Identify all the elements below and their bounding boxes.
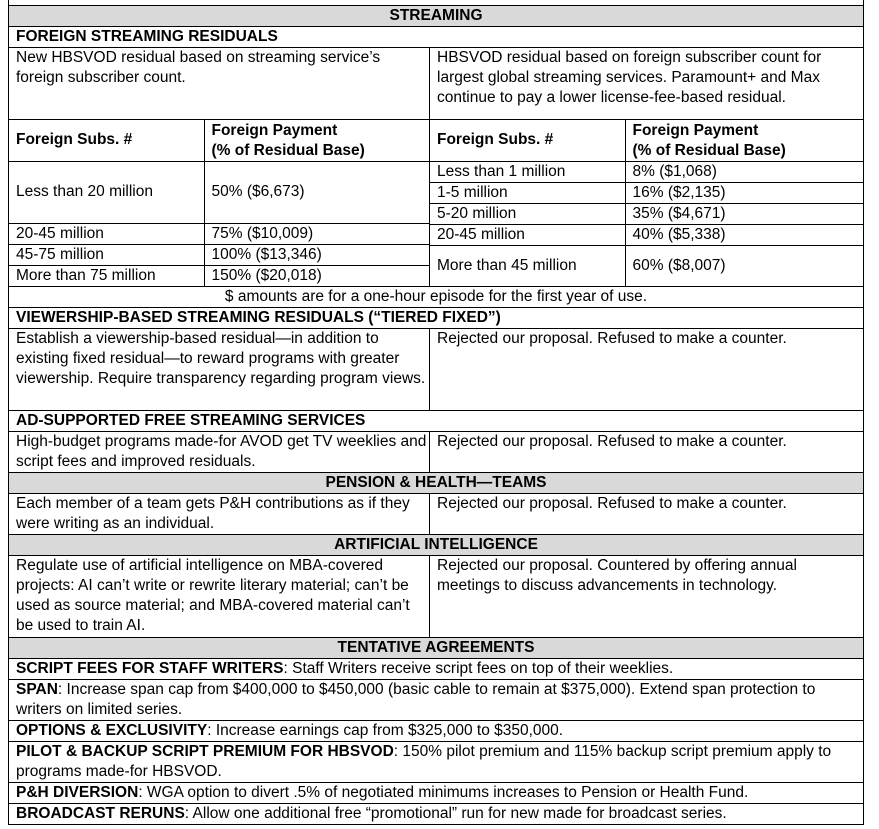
table-cell-subs: 20-45 million [9,223,204,244]
section-header-streaming: STREAMING [9,6,864,27]
table-cell-subs: More than 45 million [430,245,625,286]
table-cell-subs: Less than 20 million [9,161,204,223]
tentative-item: P&H DIVERSION: WGA option to divert .5% of negotiated minimums increases to Pension or Health Fund. [9,783,864,804]
table-cell-payment: 60% ($8,007) [625,245,863,286]
avod-response-text: Rejected our proposal. Refused to make a counter. [430,432,864,473]
ai-proposal-text: Regulate use of artificial intelligence on MBA-covered projects: AI can’t write or rewrite literary material; can’t be used as source material; and MBA-covered material can’t be used to train AI. [9,556,430,638]
col-header-subs: Foreign Subs. # [430,120,625,161]
pension-response-text: Rejected our proposal. Refused to make a counter. [430,494,864,535]
foreign-response-text: HBSVOD residual based on foreign subscriber count for largest global streaming services. Paramount+ and Max continue to pay a lower license-fee-based residual. [430,48,864,120]
negotiation-summary-document [8,0,863,825]
heading-avod: AD-SUPPORTED FREE STREAMING SERVICES [9,411,864,432]
table-cell-payment: 16% ($2,135) [625,182,863,203]
table-cell-payment: 150% ($20,018) [204,265,429,286]
ai-response-text: Rejected our proposal. Countered by offering annual meetings to discuss advancements in technology. [430,556,864,638]
table-cell-subs: 45-75 million [9,244,204,265]
viewership-response-text: Rejected our proposal. Refused to make a counter. [430,329,864,411]
tentative-item: BROADCAST RERUNS: Allow one additional free “promotional” run for new made for broadcast series. [9,804,864,825]
table-cell-subs: More than 75 million [9,265,204,286]
col-header-payment: Foreign Payment (% of Residual Base) [204,120,429,161]
section-header-ai: ARTIFICIAL INTELLIGENCE [9,535,864,556]
section-header-pension: PENSION & HEALTH—TEAMS [9,473,864,494]
table-cell-subs: 1-5 million [430,182,625,203]
response-payment-table [430,120,863,286]
table-cell-payment: 40% ($5,338) [625,224,863,245]
table-cell-payment: 100% ($13,346) [204,244,429,265]
tentative-item: SCRIPT FEES FOR STAFF WRITERS: Staff Writers receive script fees on top of their weeklies. [9,659,864,680]
tentative-item: PILOT & BACKUP SCRIPT PREMIUM FOR HBSVOD: 150% pilot premium and 115% backup script premium apply to programs made-for HBSVOD. [9,742,864,783]
proposal-payment-table [9,120,429,286]
foreign-proposal-text: New HBSVOD residual based on streaming service’s foreign subscriber count. [9,48,430,120]
table-cell-subs: 5-20 million [430,203,625,224]
table-cell-payment: 50% ($6,673) [204,161,429,223]
heading-foreign-residuals: FOREIGN STREAMING RESIDUALS [9,27,864,48]
table-cell-subs: 20-45 million [430,224,625,245]
heading-viewership: VIEWERSHIP-BASED STREAMING RESIDUALS (“TIERED FIXED”) [9,308,864,329]
avod-proposal-text: High-budget programs made-for AVOD get TV weeklies and script fees and improved residuals. [9,432,430,473]
viewership-proposal-text: Establish a viewership-based residual—in addition to existing fixed residual—to reward programs with greater viewership. Require transparency regarding program views. [9,329,430,411]
foreign-footnote: $ amounts are for a one-hour episode for the first year of use. [9,287,864,308]
table-cell-payment: 35% ($4,671) [625,203,863,224]
table-cell-payment: 75% ($10,009) [204,223,429,244]
table-cell-subs: Less than 1 million [430,161,625,182]
tentative-item: OPTIONS & EXCLUSIVITY: Increase earnings cap from $325,000 to $350,000. [9,721,864,742]
tentative-item: SPAN: Increase span cap from $400,000 to $450,000 (basic cable to remain at $375,000). Extend span protection to writers on limited series. [9,680,864,721]
summary-table [8,0,864,825]
col-header-subs: Foreign Subs. # [9,120,204,161]
pension-proposal-text: Each member of a team gets P&H contributions as if they were writing as an individual. [9,494,430,535]
table-cell-payment: 8% ($1,068) [625,161,863,182]
col-header-payment: Foreign Payment (% of Residual Base) [625,120,863,161]
section-header-tentative: TENTATIVE AGREEMENTS [9,638,864,659]
